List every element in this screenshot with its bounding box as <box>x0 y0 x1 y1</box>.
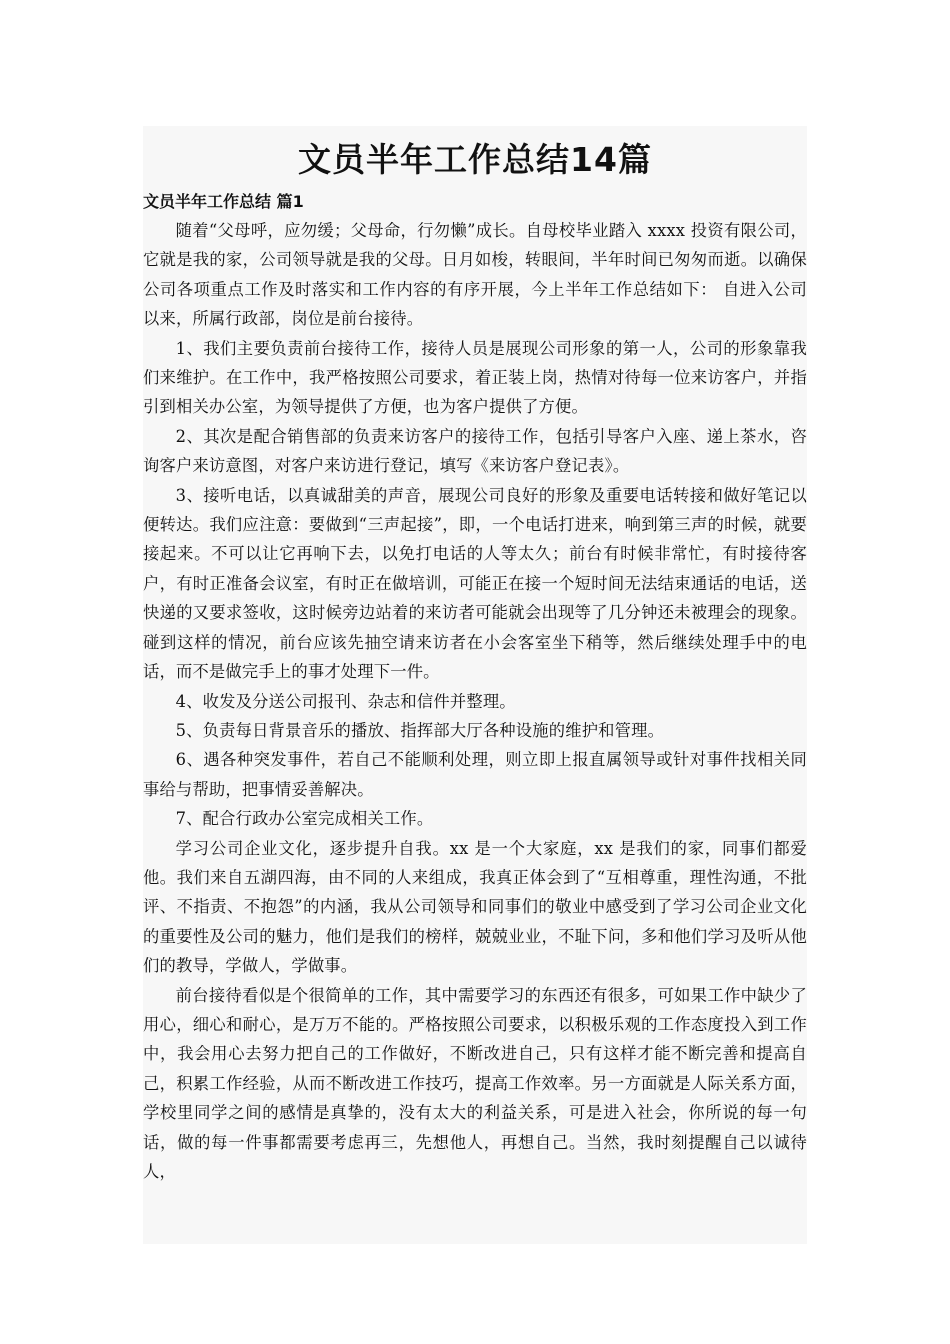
paragraph: 前台接待看似是个很简单的工作，其中需要学习的东西还有很多，可如果工作中缺少了用心，细心和耐心，是万万不能的。严格按照公司要求，以积极乐观的工作态度投入到工作中，我会用心去努力把自己的工作做好，不断改进自己，只有这样才能不断完善和提高自己，积累工作经验，从而不断改进工作技巧，提高工作效率。另一方面就是人际关系方面，学校里同学之间的感情是真挚的，没有太大的利益关系，可是进入社会，你所说的每一句话，做的每一件事都需要考虑再三，先想他人，再想自己。当然，我时刻提醒自己以诚待人， <box>143 985 807 1181</box>
paragraph: 5、负责每日背景音乐的播放、指挥部大厅各种设施的维护和管理。 <box>175 720 665 740</box>
document-title: 文员半年工作总结14篇 <box>298 140 652 179</box>
paragraph: 3、接听电话，以真诚甜美的声音，展现公司良好的形象及重要电话转接和做好笔记以便转达。我们应注意：要做到“三声起接”，即，一个电话打进来，响到第三声的时候，就要接起来。不可以让它再响下去，以免打电话的人等太久；前台有时候非常忙，有时接待客户，有时正准备会议室，有时正在做培训，可能正在接一个短时间无法结束通话的电话，送快递的又要求签收，这时候旁边站着的来访者可能就会出现等了几分钟还未被理会的现象。碰到这样的情况，前台应该先抽空请来访者在小会客室坐下稍等，然后继续处理手中的电话，而不是做完手上的事才处理下一件。 <box>143 485 807 682</box>
paragraph: 1、我们主要负责前台接待工作，接待人员是展现公司形象的第一人，公司的形象靠我们来维护。在工作中，我严格按照公司要求，着正装上岗，热情对待每一位来访客户，并指引到相关办公室，为领导提供了方便，也为客户提供了方便。 <box>143 338 807 417</box>
paragraph: 2、其次是配合销售部的负责来访客户的接待工作，包括引导客户入座、递上茶水，咨询客户来访意图，对客户来访进行登记，填写《来访客户登记表》。 <box>143 426 807 476</box>
paragraph: 4、收发及分送公司报刊、杂志和信件并整理。 <box>175 691 516 711</box>
paragraph: 7、配合行政办公室完成相关工作。 <box>175 809 434 829</box>
document-body <box>143 126 807 1244</box>
paragraph: 随着“父母呼，应勿缓；父母命，行勿懒”成长。自母校毕业踏入 xxxx 投资有限公司，它就是我的家，公司领导就是我的父母。日月如梭，转眼间，半年时间已匆匆而逝。以确保公司各项重点工作及时落实和工作内容的有序开展，今上半年工作总结如下： 自进入公司以来，所属行政部，岗位是前台接待。 <box>143 221 807 329</box>
section-heading: 文员半年工作总结 篇1 <box>143 192 304 211</box>
paragraph: 学习公司企业文化，逐步提升自我。xx 是一个大家庭，xx 是我们的家，同事们都爱他。我们来自五湖四海，由不同的人来组成，我真正体会到了“互相尊重，理性沟通，不批评、不指责、不抱怨”的内涵，我从公司领导和同事们的敬业中感受到了学习公司企业文化的重要性及公司的魅力，他们是我们的榜样，兢兢业业，不耻下问，多和他们学习及听从他们的教导，学做人，学做事。 <box>143 838 807 976</box>
paragraph: 6、遇各种突发事件，若自己不能顺利处理，则立即上报直属领导或针对事件找相关同事给与帮助，把事情妥善解决。 <box>143 750 807 799</box>
